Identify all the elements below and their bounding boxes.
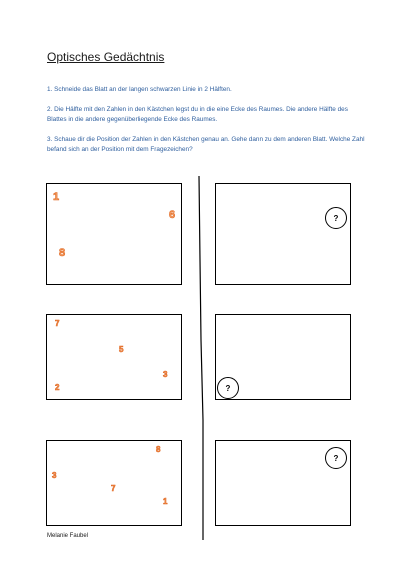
instruction-1: 1. Schneide das Blatt an der langen schwarzen Linie in 2 Hälften. [47, 86, 232, 93]
box-number: 7 [55, 319, 60, 328]
box-number: 1 [163, 497, 168, 506]
number-box-3 [46, 440, 182, 526]
box-number: 3 [163, 370, 168, 379]
box-number: 8 [156, 445, 161, 454]
number-box-2 [46, 314, 182, 400]
box-number: 5 [119, 345, 124, 354]
box-number: 6 [169, 209, 176, 221]
question-mark-circle: ? [217, 377, 239, 399]
question-box-3 [215, 440, 351, 526]
question-mark-circle: ? [325, 447, 347, 469]
instruction-2: 2. Die Hälfte mit den Zahlen in den Kästchen legst du in die eine Ecke des Raumes. Die andere Hälfte des Blattes in die andere gegenüberliegende Ecke des Raumes. [47, 106, 348, 123]
box-number: 8 [59, 247, 66, 259]
box-number: 7 [111, 484, 116, 493]
number-box-1 [46, 183, 182, 285]
question-box-1 [215, 183, 351, 285]
question-mark-circle: ? [325, 207, 347, 229]
page-title: Optisches Gedächtnis [47, 50, 165, 64]
box-number: 3 [52, 471, 57, 480]
instruction-3: 3. Schaue dir die Position der Zahlen in den Kästchen genau an. Gehe dann zu dem anderen Blatt. Welche Zahl befand sich an der Position mit dem Fragezeichen? [47, 136, 365, 153]
box-number: 1 [53, 191, 60, 203]
author-name: Melanie Faubel [47, 533, 89, 539]
box-number: 2 [55, 383, 60, 392]
question-box-2 [215, 314, 351, 400]
